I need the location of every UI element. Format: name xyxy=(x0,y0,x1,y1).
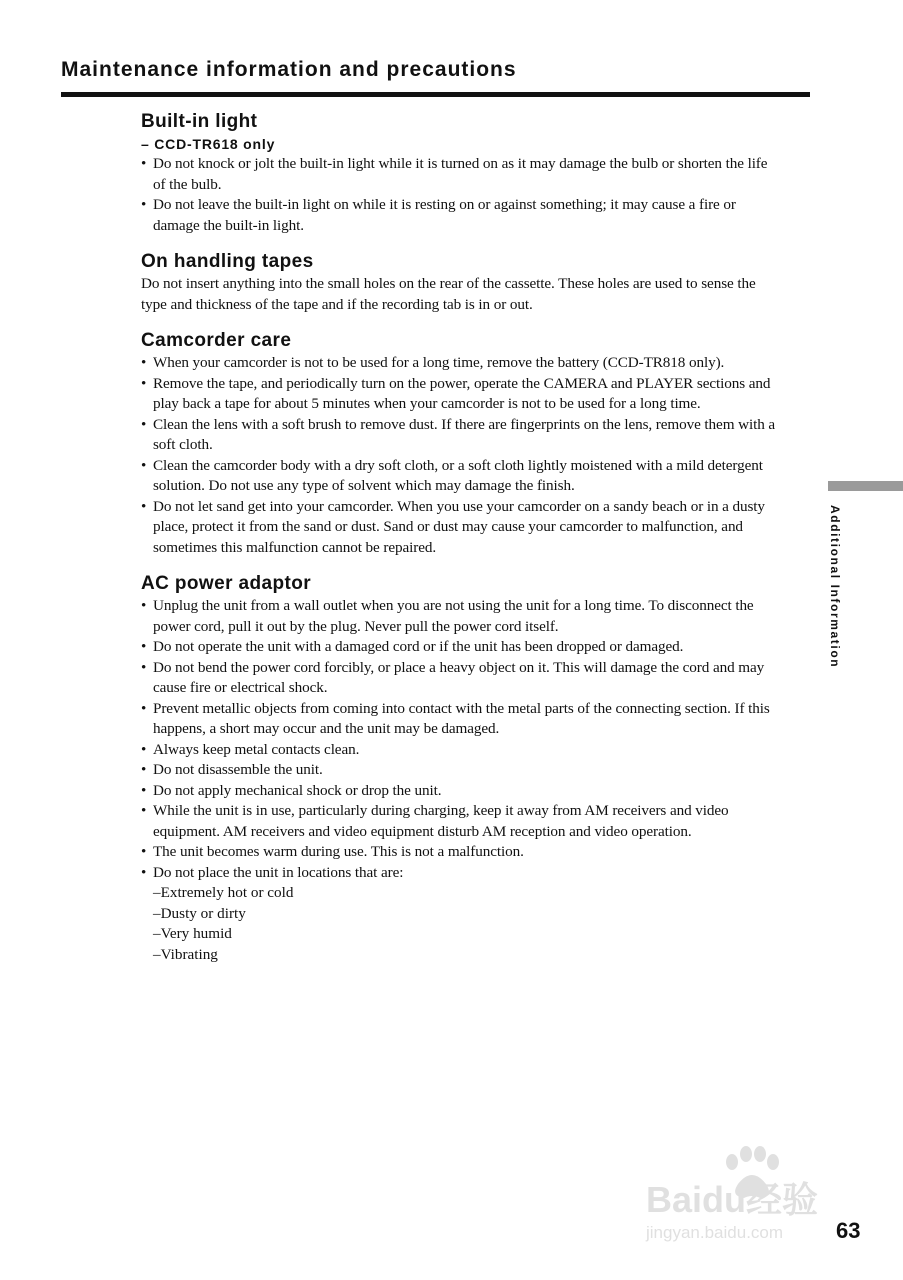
condition-item: –Extremely hot or cold xyxy=(153,884,294,901)
list-item: • Do not operate the unit with a damaged cord or if the unit has been dropped or damaged. xyxy=(141,638,684,655)
list-item: • Do not leave the built-in light on while it is resting on or against something; it may cause a fire or damage the built-in light. xyxy=(141,196,736,234)
section-heading: AC power adaptor xyxy=(141,573,312,594)
condition-item: –Very humid xyxy=(153,925,232,942)
list-item: • Do not bend the power cord forcibly, or place a heavy object on it. This will damage the cord and may cause fire or electrical shock. xyxy=(141,658,765,696)
list-item-text: Do not knock or jolt the built-in light while it is turned on as it may damage the bulb or shorten the life of the bulb. xyxy=(153,155,768,193)
page-content xyxy=(141,110,781,965)
list-item-text: Remove the tape, and periodically turn on the power, operate the CAMERA and PLAYER sections and play back a tape for about 5 minutes when your camcorder is not to be used for a long time. xyxy=(153,374,771,412)
list-item: • When your camcorder is not to be used for a long time, remove the battery (CCD-TR818 only). xyxy=(141,354,725,371)
model-note: – CCD-TR618 only xyxy=(141,136,276,152)
list-item: • Do not disassemble the unit. xyxy=(141,761,323,778)
side-tab-marker xyxy=(828,481,903,491)
list-item-text: Clean the camcorder body with a dry soft cloth, or a soft cloth lightly moistened with a mild detergent solution. Do not use any type of solvent which may damage the finish. xyxy=(153,456,763,494)
list-item-text: While the unit is in use, particularly during charging, keep it away from AM receivers and video equipment. AM receivers and video equipment disturb AM reception and video operation. xyxy=(153,802,729,840)
condition-item: –Dusty or dirty xyxy=(153,904,246,922)
section-handling-tapes xyxy=(141,250,781,315)
watermark-brand-text: Baidu经验 xyxy=(646,1179,819,1220)
section-camcorder-care xyxy=(141,329,781,558)
list-item: • Remove the tape, and periodically turn on the power, operate the CAMERA and PLAYER sections and play back a tape for about 5 minutes when your camcorder is not to be used for a long time. xyxy=(141,374,771,412)
paragraph: Do not insert anything into the small holes on the rear of the cassette. These holes are used to sense the type and thickness of the tape and if the recording tab is in or out. xyxy=(141,275,756,313)
list-item-text: The unit becomes warm during use. This is not a malfunction. xyxy=(153,843,524,860)
list-item: • Always keep metal contacts clean. xyxy=(141,740,360,758)
side-tab-label: Additional Information xyxy=(828,505,842,669)
page-number: 63 xyxy=(836,1218,861,1243)
title-rule xyxy=(61,92,810,97)
list-item-text: Do not operate the unit with a damaged cord or if the unit has been dropped or damaged. xyxy=(153,638,684,655)
bullet-list xyxy=(141,596,781,883)
list-item: • Do not apply mechanical shock or drop the unit. xyxy=(141,781,442,799)
watermark-url-text: jingyan.baidu.com xyxy=(646,1223,784,1242)
baidu-watermark-logo xyxy=(640,1140,850,1250)
section-heading: Camcorder care xyxy=(141,330,292,351)
condition-list xyxy=(141,883,781,965)
list-item-text: Do not leave the built-in light on while it is resting on or against something; it may cause a fire or damage the built-in light. xyxy=(153,196,736,234)
list-item-text: Do not let sand get into your camcorder. When you use your camcorder on a sandy beach or in a dusty place, protect it from the sand or dust. Sand or dust may cause your camcorder to malfunction, and sometimes this malfunction cannot be repaired. xyxy=(153,497,765,556)
list-item-text: Do not place the unit in locations that are: xyxy=(153,863,404,881)
list-item: • While the unit is in use, particularly during charging, keep it away from AM receivers and video equipment. AM receivers and video equipment disturb AM reception and video operation. xyxy=(141,802,729,840)
bullet-list xyxy=(141,154,781,236)
list-item-text: Always keep metal contacts clean. xyxy=(153,740,360,758)
list-item: • Clean the camcorder body with a dry soft cloth, or a soft cloth lightly moistened with a mild detergent solution. Do not use any type of solvent which may damage the finish. xyxy=(141,456,763,494)
section-built-in-light xyxy=(141,110,781,236)
list-item: • Unplug the unit from a wall outlet when you are not using the unit for a long time. To disconnect the power cord, pull it out by the plug. Never pull the power cord itself. xyxy=(141,597,754,635)
list-item: • The unit becomes warm during use. This is not a malfunction. xyxy=(141,843,524,860)
list-item-text: Do not bend the power cord forcibly, or place a heavy object on it. This will damage the cord and may cause fire or electrical shock. xyxy=(153,658,765,696)
condition-item: –Vibrating xyxy=(153,945,218,963)
list-item: • Clean the lens with a soft brush to remove dust. If there are fingerprints on the lens, remove them with a soft cloth. xyxy=(141,415,776,453)
list-item: • Do not knock or jolt the built-in light while it is turned on as it may damage the bulb or shorten the life of the bulb. xyxy=(141,155,768,193)
list-item-text: Do not apply mechanical shock or drop the unit. xyxy=(153,781,442,799)
list-item-text: When your camcorder is not to be used for a long time, remove the battery (CCD-TR818 only). xyxy=(153,354,725,371)
bullet-list xyxy=(141,353,781,558)
section-ac-power-adaptor xyxy=(141,572,781,965)
page-title: Maintenance information and precautions xyxy=(61,58,517,81)
list-item: • Prevent metallic objects from coming into contact with the metal parts of the connecting section. If this happens, a short may occur and the unit may be damaged. xyxy=(141,699,770,737)
list-item-text: Unplug the unit from a wall outlet when you are not using the unit for a long time. To disconnect the power cord, pull it out by the plug. Never pull the power cord itself. xyxy=(153,597,754,635)
list-item-text: Clean the lens with a soft brush to remove dust. If there are fingerprints on the lens, remove them with a soft cloth. xyxy=(153,415,776,453)
list-item: • Do not let sand get into your camcorder. When you use your camcorder on a sandy beach or in a dusty place, protect it from the sand or dust. Sand or dust may cause your camcorder to malfunction, and sometimes this malfunction cannot be repaired. xyxy=(141,497,765,556)
section-heading: Built-in light xyxy=(141,111,258,132)
list-item-text: Prevent metallic objects from coming into contact with the metal parts of the connecting section. If this happens, a short may occur and the unit may be damaged. xyxy=(153,699,770,737)
list-item: • Do not place the unit in locations that are: xyxy=(141,863,404,881)
list-item-text: Do not disassemble the unit. xyxy=(153,761,323,778)
section-heading: On handling tapes xyxy=(141,251,314,272)
